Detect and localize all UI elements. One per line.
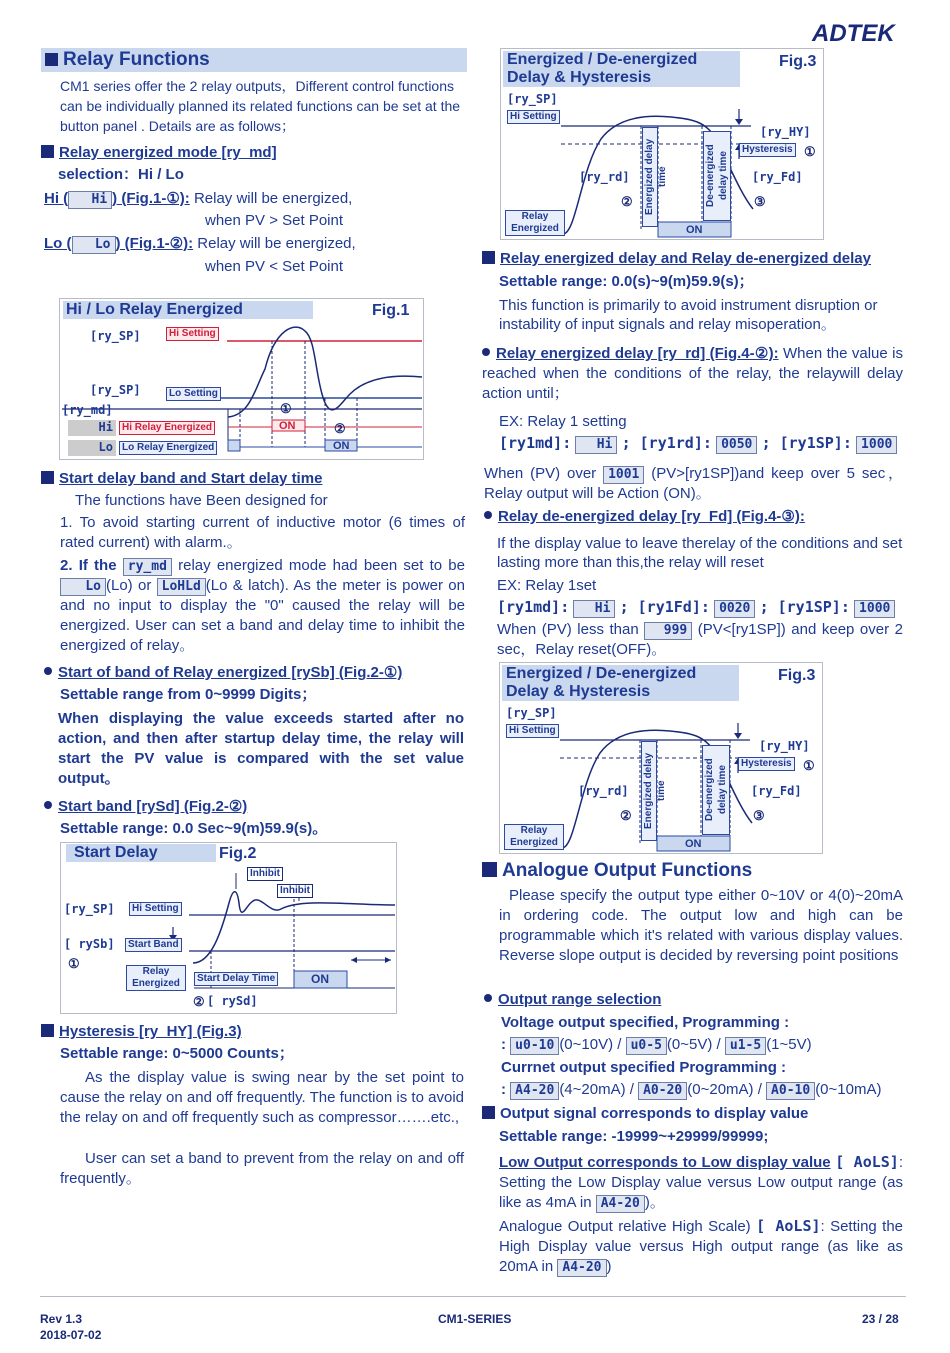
fig3-title: Energized / De-energized Delay & Hysteresis (503, 51, 740, 87)
fig1-marker-1: ① (280, 401, 292, 416)
signal-title: Output signal corresponds to display value (482, 1104, 808, 1124)
fig3b-title: Energized / De-energized Delay & Hysteresis (502, 665, 739, 701)
current-title: Currnet output specified Programming : (501, 1059, 787, 1076)
band-title: Start of band of Relay energized [rySb] (Fig.2-①) (44, 663, 402, 683)
delay-ex2-values: [ry1md]: Hi ; [ry1Fd]: 0020 ; [ry1SP]: 1000 (497, 598, 895, 618)
fig1-lo-setting: Lo Setting (166, 387, 221, 401)
fig2-diagram (60, 842, 397, 1014)
fig3-number: Fig.3 (779, 53, 817, 70)
fig1-on2: ON (333, 440, 350, 452)
voltage-1-5: u1-5 (725, 1037, 766, 1055)
relay-functions-heading: Relay Functions (41, 48, 467, 72)
fig2-title: Start Delay (66, 844, 216, 862)
deenergized-delay-title: Relay de-energized delay [ry_Fd] (Fig.4-③): (484, 507, 805, 527)
fig3b-relay: Relay Energized (504, 824, 564, 850)
relay-mode-title: Relay energized mode [ry_md] (41, 143, 277, 163)
lo-mode-desc2: when PV < Set Point (205, 258, 344, 275)
fig2-marker-2: ② (193, 994, 205, 1009)
fig3-hysteresis: Hysteresis (739, 143, 796, 157)
deenergized-delay-desc: If the display value to leave therelay of the conditions and set lasting more than this,the relay will reset (497, 535, 903, 571)
fig2-start-delay-time: Start Delay Time (194, 972, 278, 986)
fig3-hy: [ry_HY] (760, 125, 811, 139)
fig1-lo-code: Lo (68, 440, 116, 456)
bullet-square-icon (41, 471, 54, 484)
ex2-fd-value: 0020 (714, 600, 755, 618)
fig3b-rd: [ry_rd] (578, 784, 629, 798)
output-range-title: Output range selection (484, 990, 661, 1010)
voltage-0-5: u0-5 (626, 1037, 667, 1055)
delay-ex1: EX: Relay 1 setting (499, 413, 627, 430)
hyst-p1: As the display value is swing near by the set point to cause the relay on and off frequently. The function is to avoid the relay on and off frequently such as compressor…….etc., (60, 1069, 464, 1126)
relay-intro: CM1 series offer the 2 relay outputs，Different control functions can be individually planned its related functions can be set at the button panel . Details are as follows； (60, 78, 461, 134)
delay-range: Settable range: 0.0(s)~9(m)59.9(s)； (499, 273, 754, 290)
bullet-dot-icon (484, 511, 492, 519)
fig3b-energized-delay: Energized delay time (641, 741, 657, 841)
ex2-md-value: Hi (573, 600, 615, 618)
fig1-lo-relay: Lo Relay Energized (119, 441, 217, 455)
bullet-square-icon (41, 145, 54, 158)
fig2-curves (61, 843, 398, 1015)
current-options: : A4-20 (4~20mA) / A0-20 (0~20mA) / A0-10 (0~10mA) (501, 1081, 882, 1098)
fig3-fd: [ry_Fd] (752, 170, 803, 184)
fig1-curves (60, 299, 425, 461)
lo-code-display: Lo (72, 236, 116, 254)
delay-ex2-line: When (PV) less than 999 (PV<[ry1SP]) and keep over 2 sec，Relay reset(OFF)。 (497, 621, 903, 658)
band-range: Settable range from 0~9999 Digits； (60, 686, 317, 703)
current-0-10: A0-10 (766, 1082, 815, 1100)
bullet-dot-icon (44, 667, 52, 675)
fig2-marker-1: ① (68, 956, 80, 971)
fig3-diagram-top (500, 48, 824, 240)
start-delay-li2: 2. If the ry_md relay energized mode had been set to be Lo (Lo) or LoHLd (Lo & latch). As the meter is power on and no input to display the "0" caused the relay will be energized. User can set a band and delay time to inhibit the energized of relay。 (60, 557, 465, 654)
start-delay-title: Start delay band and Start delay time (41, 469, 322, 489)
fig2-sd: [ rySd] (207, 994, 258, 1008)
fig2-hi-setting: Hi Setting (129, 902, 182, 916)
bullet-square-icon (41, 1024, 54, 1037)
fig3-rd: [ry_rd] (579, 170, 630, 184)
fig3-sp: [ry_SP] (507, 92, 558, 106)
low-code-display: A4-20 (596, 1195, 645, 1213)
fig1-hi-relay: Hi Relay Energized (119, 421, 215, 435)
hyst-range: Settable range: 0~5000 Counts； (60, 1045, 294, 1062)
band-desc: When displaying the value exceeds started after no action, and then after startup delay time, the relay will start the PV value is compared with the set value output。 (58, 710, 464, 787)
ex1-rd-value: 0050 (716, 436, 757, 454)
fig1-title: Hi / Lo Relay Energized (63, 301, 313, 319)
fig1-sp1: [ry_SP] (90, 329, 141, 343)
brand-logo: ADTEK (812, 20, 895, 47)
sd-range: Settable range: 0.0 Sec~9(m)59.9(s)。 (60, 820, 328, 837)
start-delay-li1: 1. To avoid starting current of inductive motor (6 times of rated current) with alarm.。 (60, 514, 465, 551)
footer-divider (40, 1296, 906, 1297)
fig1-md: [ry_md] (62, 403, 113, 417)
hi-code-display: Hi (68, 191, 112, 209)
high-output-block: Analogue Output relative High Scale) [ AoLS]: Setting the High Display value versus High output range (as like as 20mA in A4-20 ) (499, 1217, 904, 1275)
voltage-options: : u0-10 (0~10V) / u0-5 (0~5V) / u1-5 (1~5V) (501, 1036, 812, 1053)
signal-range: Settable range: -19999~+29999/99999; (499, 1128, 769, 1145)
energized-delay-block: Relay energized delay [ry_rd] (Fig.4-②): When the value is reached when the conditions of the relay, the relaywill delay action until； (482, 345, 904, 402)
bullet-dot-icon (44, 801, 52, 809)
current-4-20: A4-20 (510, 1082, 559, 1100)
fig3-hi-setting: Hi Setting (507, 110, 560, 124)
delay-ex2: EX: Relay 1set (497, 577, 597, 594)
fig3-marker-3: ③ (754, 194, 766, 209)
fig3b-deenergized-delay: De-energized delay time (702, 745, 730, 835)
lo-mode-line: Lo ( Lo ) (Fig.1-②): Relay will be energized, (44, 235, 356, 252)
code-lo: Lo (60, 578, 106, 596)
low-output-block: Low Output corresponds to Low display value [ AoLS]: Setting the Low Display value versus Low output range (as like as 4mA in A4-20 )。 (499, 1153, 903, 1211)
ex1-sp-value: 1000 (856, 436, 897, 454)
fig3-on: ON (686, 224, 703, 236)
fig1-on1: ON (279, 420, 296, 432)
hyst-title: Hysteresis [ry_HY] (Fig.3) (41, 1022, 242, 1042)
fig2-inhibit2: Inhibit (277, 884, 313, 898)
fig3-diagram-bottom (499, 662, 823, 854)
fig3b-fd: [ry_Fd] (751, 784, 802, 798)
voltage-0-10: u0-10 (510, 1037, 559, 1055)
fig3b-marker-3: ③ (753, 808, 765, 823)
bullet-square-icon (482, 1106, 495, 1119)
ex2-pv-value: 999 (644, 622, 692, 640)
relay-mode-selection: selection：Hi / Lo (58, 166, 184, 183)
fig2-on: ON (311, 972, 329, 986)
fig2-sp: [ry_SP] (64, 902, 115, 916)
fig1-hi-code: Hi (68, 420, 116, 436)
section-square-icon (45, 53, 58, 66)
fig2-inhibit1: Inhibit (247, 867, 283, 881)
high-code-display: A4-20 (557, 1259, 606, 1277)
fig2-start-band: Start Band (125, 938, 182, 952)
footer-series: CM1-SERIES (438, 1312, 512, 1326)
analogue-p1: Please specify the output type either 0~10V or 4(0)~20mA in ordering code. The output low and high can be programmable which it's related with various display values. Reverse slope output is decided by reversing point positions (499, 887, 903, 964)
sd-title: Start band [rySd] (Fig.2-②) (44, 797, 247, 817)
fig3b-hysteresis: Hysteresis (738, 757, 795, 771)
code-ry-md: ry_md (123, 558, 172, 576)
delay-ex1-values: [ry1md]: Hi ; [ry1rd]: 0050 ; [ry1SP]: 1000 (499, 434, 897, 454)
footer-date: 2018-07-02 (40, 1328, 102, 1342)
hi-mode-desc2: when PV > Set Point (205, 212, 344, 229)
fig3-energized-delay: Energized delay time (642, 127, 658, 227)
fig3-relay: Relay Energized (505, 210, 565, 236)
fig1-number: Fig.1 (372, 302, 410, 319)
fig2-relay: Relay Energized (126, 965, 186, 991)
section-square-icon (482, 862, 497, 877)
fig2-sb: [ rySb] (64, 937, 115, 951)
fig3-marker-2: ② (621, 194, 633, 209)
bullet-dot-icon (484, 994, 492, 1002)
ex1-md-value: Hi (575, 436, 617, 454)
footer-page: 23 / 28 (862, 1312, 899, 1326)
voltage-title: Voltage output specified, Programming : (501, 1014, 790, 1031)
fig1-marker-2: ② (334, 421, 346, 436)
ex2-sp-value: 1000 (854, 600, 895, 618)
fig3b-number: Fig.3 (778, 667, 816, 684)
fig3b-on: ON (685, 838, 702, 850)
fig3b-hy: [ry_HY] (759, 739, 810, 753)
delay-p1: This function is primarily to avoid instrument disruption or instability of input signals and relay misoperation。 (499, 297, 878, 333)
fig1-hi-setting: Hi Setting (166, 327, 219, 341)
analogue-heading: Analogue Output Functions (482, 859, 752, 884)
fig3b-hi-setting: Hi Setting (506, 724, 559, 738)
start-delay-p1: The functions have Been designed for (75, 492, 328, 509)
fig3b-marker-2: ② (620, 808, 632, 823)
delay-ex1-line: When (PV) over 1001 (PV>[ry1SP])and keep over 5 sec，Relay output will be Action (ON)。 (484, 465, 903, 502)
fig1-sp2: [ry_SP] (90, 383, 141, 397)
hyst-p2: User can set a band to prevent from the relay on and off frequently。 (60, 1150, 464, 1187)
fig3b-sp: [ry_SP] (506, 706, 557, 720)
code-lohld: LoHLd (157, 578, 206, 596)
fig3b-marker-1: ① (803, 758, 815, 773)
fig2-number: Fig.2 (219, 845, 257, 862)
current-0-20: A0-20 (638, 1082, 687, 1100)
fig1-diagram (59, 298, 424, 460)
fig3-marker-1: ① (804, 144, 816, 159)
delay-title: Relay energized delay and Relay de-energized delay (482, 249, 871, 269)
footer-rev: Rev 1.3 (40, 1312, 83, 1326)
fig3-deenergized-delay: De-energized delay time (703, 131, 731, 221)
hi-mode-line: Hi ( Hi ) (Fig.1-①): Relay will be energized, (44, 190, 353, 207)
bullet-dot-icon (482, 348, 490, 356)
ex1-pv-value: 1001 (603, 466, 644, 484)
bullet-square-icon (482, 251, 495, 264)
